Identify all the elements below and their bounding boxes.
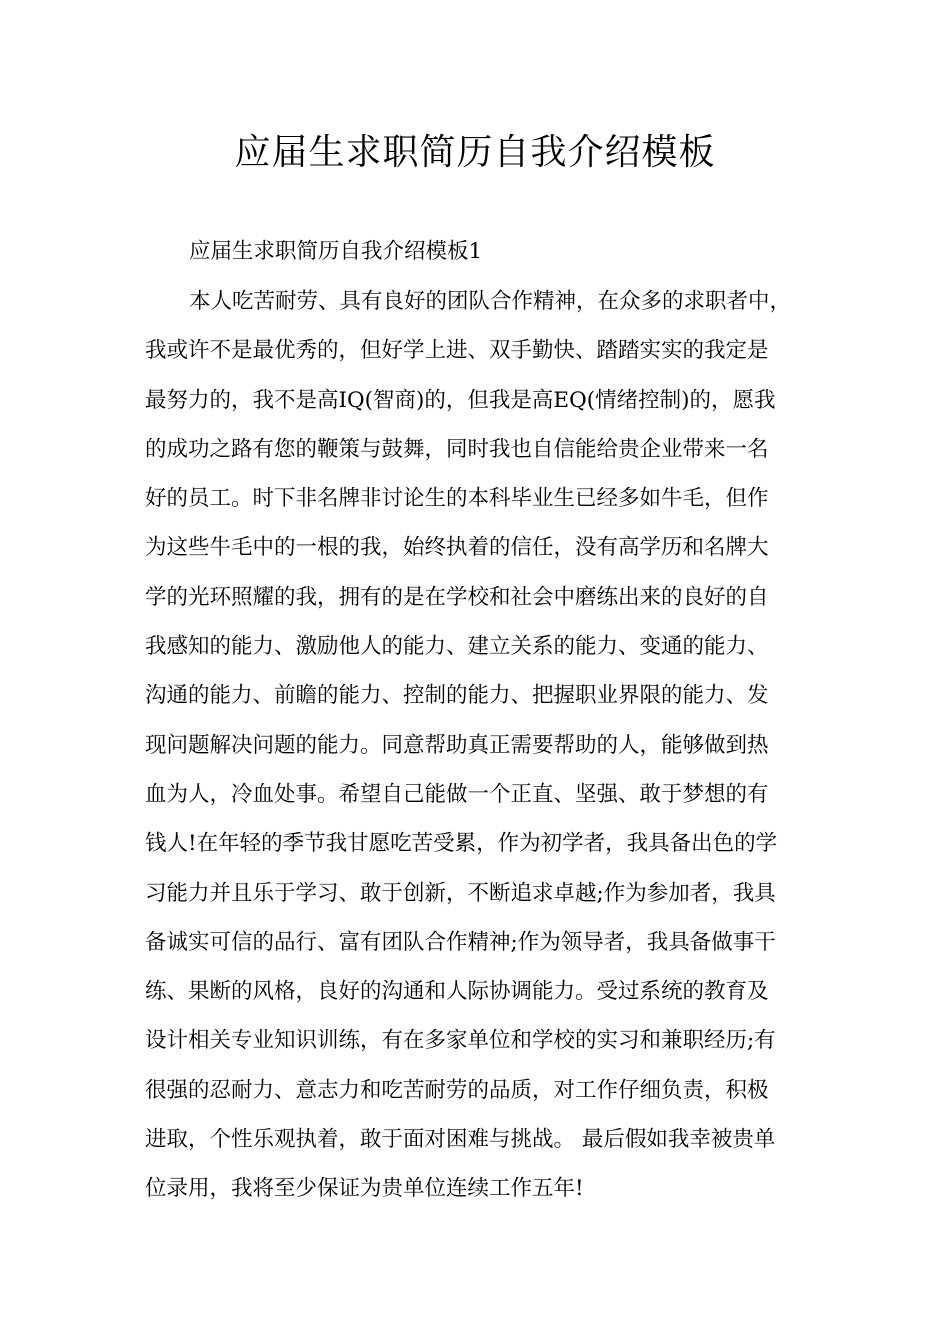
paragraph-line: 备诚实可信的品行、富有团队合作精神;作为领导者，我具备做事干	[145, 929, 776, 955]
paragraph-line: 进取，个性乐观执着，敢于面对困难与挑战。 最后假如我幸被贵单	[145, 1127, 776, 1153]
section-heading: 应届生求职简历自我介绍模板1	[189, 239, 483, 264]
paragraph-line: 学的光环照耀的我，拥有的是在学校和社会中磨练出来的良好的自	[145, 584, 769, 610]
paragraph-line: 好的员工。时下非名牌非讨论生的本科毕业生已经多如牛毛，但作	[145, 486, 769, 512]
paragraph-line: 本人吃苦耐劳、具有良好的团队合作精神，在众多的求职者中，	[189, 289, 792, 314]
document-title: 应届生求职简历自我介绍模板	[234, 132, 716, 173]
paragraph-line: 血为人，冷血处事。希望自己能做一个正直、坚强、敢于梦想的有	[145, 781, 769, 807]
paragraph-line: 我感知的能力、激励他人的能力、建立关系的能力、变通的能力、	[145, 634, 769, 660]
paragraph-line: 设计相关专业知识训练，有在多家单位和学校的实习和兼职经历;有	[145, 1028, 776, 1054]
paragraph-line: 沟通的能力、前瞻的能力、控制的能力、把握职业界限的能力、发	[145, 683, 769, 709]
paragraph-line: 很强的忍耐力、意志力和吃苦耐劳的品质，对工作仔细负责，积极	[145, 1077, 769, 1103]
paragraph-line: 我或许不是最优秀的，但好学上进、双手勤快、踏踏实实的我定是	[145, 338, 769, 364]
paragraph-line: 习能力并且乐于学习、敢于创新，不断追求卓越;作为参加者，我具	[145, 880, 776, 906]
paragraph-line: 为这些牛毛中的一根的我，始终执着的信任，没有高学历和名牌大	[145, 535, 769, 561]
paragraph-line: 练、果断的风格，良好的沟通和人际协调能力。受过系统的教育及	[145, 979, 769, 1005]
paragraph-line: 的成功之路有您的鞭策与鼓舞，同时我也自信能给贵企业带来一名	[145, 436, 769, 462]
paragraph-line: 最努力的，我不是高IQ(智商)的，但我是高EQ(情绪控制)的，愿我	[145, 387, 776, 413]
body-paragraph	[145, 282, 845, 1219]
paragraph-line: 现问题解决问题的能力。同意帮助真正需要帮助的人，能够做到热	[145, 732, 769, 758]
paragraph-line: 位录用，我将至少保证为贵单位连续工作五年!	[145, 1176, 584, 1202]
paragraph-line: 钱人!在年轻的季节我甘愿吃苦受累，作为初学者，我具备出色的学	[145, 831, 778, 857]
